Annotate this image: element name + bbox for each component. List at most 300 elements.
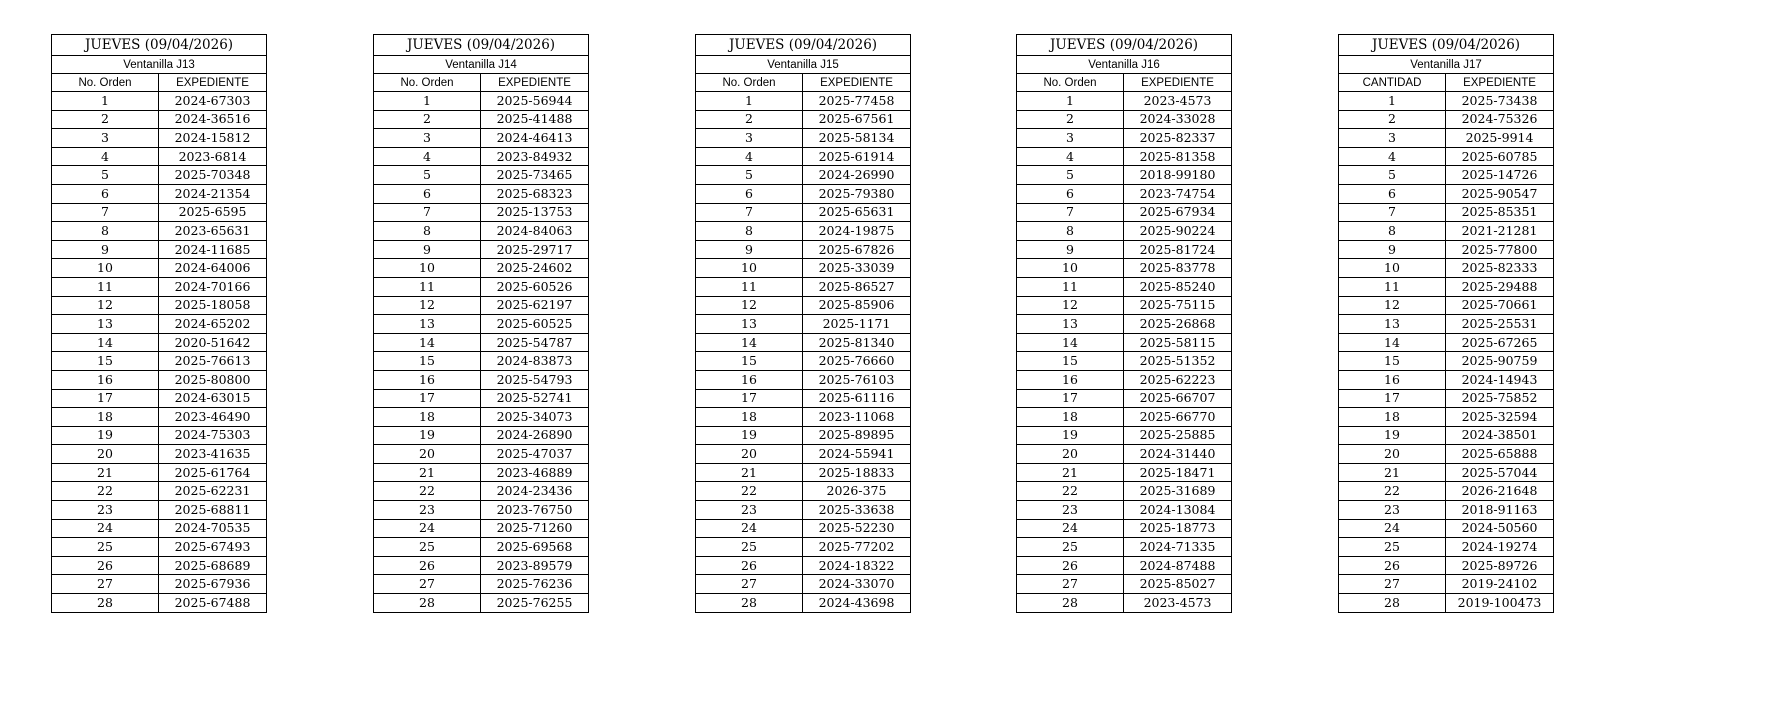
table-row xyxy=(52,463,267,482)
table-row xyxy=(1339,333,1554,352)
file-number-cell: 2024-67303 xyxy=(159,92,267,111)
file-number-cell: 2024-70166 xyxy=(159,277,267,296)
order-number-cell: 16 xyxy=(1339,370,1446,389)
file-number-cell: 2019-24102 xyxy=(1446,575,1554,594)
file-number-cell: 2025-67493 xyxy=(159,538,267,557)
table-row xyxy=(52,538,267,557)
file-number-cell: 2025-67934 xyxy=(1124,203,1232,222)
order-column-header: No. Orden xyxy=(696,74,803,92)
order-number-cell: 23 xyxy=(374,501,481,520)
table-title: JUEVES (09/04/2026) xyxy=(52,35,267,56)
table-row xyxy=(1339,501,1554,520)
table-row xyxy=(1017,147,1232,166)
table-row xyxy=(52,296,267,315)
order-number-cell: 24 xyxy=(1339,519,1446,538)
table-row xyxy=(1339,92,1554,111)
column-header-row xyxy=(1339,74,1554,92)
order-number-cell: 7 xyxy=(52,203,159,222)
order-number-cell: 11 xyxy=(374,277,481,296)
table-row xyxy=(374,110,589,129)
table-title: JUEVES (09/04/2026) xyxy=(1017,35,1232,56)
table-row xyxy=(1017,519,1232,538)
table-row xyxy=(1017,501,1232,520)
file-number-cell: 2025-79380 xyxy=(803,184,911,203)
table-row xyxy=(1339,575,1554,594)
order-number-cell: 26 xyxy=(1017,556,1124,575)
table-row xyxy=(374,184,589,203)
file-number-cell: 2025-54793 xyxy=(481,370,589,389)
table-row xyxy=(1339,203,1554,222)
file-number-cell: 2024-13084 xyxy=(1124,501,1232,520)
file-number-cell: 2024-50560 xyxy=(1446,519,1554,538)
file-number-cell: 2025-81358 xyxy=(1124,147,1232,166)
table-row xyxy=(52,222,267,241)
order-number-cell: 27 xyxy=(1017,575,1124,594)
window-table xyxy=(1016,34,1232,613)
table-row xyxy=(1017,333,1232,352)
order-number-cell: 17 xyxy=(1017,389,1124,408)
file-number-cell: 2025-18773 xyxy=(1124,519,1232,538)
file-number-cell: 2025-82333 xyxy=(1446,259,1554,278)
order-number-cell: 27 xyxy=(374,575,481,594)
order-number-cell: 13 xyxy=(52,315,159,334)
table-row xyxy=(374,240,589,259)
order-number-cell: 12 xyxy=(1017,296,1124,315)
table-row xyxy=(696,538,911,557)
order-number-cell: 8 xyxy=(52,222,159,241)
file-number-cell: 2025-25885 xyxy=(1124,426,1232,445)
order-column-header: No. Orden xyxy=(52,74,159,92)
order-column-header: No. Orden xyxy=(374,74,481,92)
table-row xyxy=(52,110,267,129)
order-number-cell: 4 xyxy=(1017,147,1124,166)
column-header-row xyxy=(1017,74,1232,92)
file-number-cell: 2025-75115 xyxy=(1124,296,1232,315)
table-row xyxy=(1017,110,1232,129)
order-number-cell: 19 xyxy=(696,426,803,445)
file-number-cell: 2025-31689 xyxy=(1124,482,1232,501)
file-number-cell: 2024-36516 xyxy=(159,110,267,129)
table-row xyxy=(696,184,911,203)
order-number-cell: 6 xyxy=(52,184,159,203)
table-row xyxy=(1339,408,1554,427)
order-number-cell: 14 xyxy=(374,333,481,352)
table-row xyxy=(52,166,267,185)
table-row xyxy=(374,370,589,389)
file-number-cell: 2025-86527 xyxy=(803,277,911,296)
table-row xyxy=(696,147,911,166)
file-number-cell: 2023-4573 xyxy=(1124,594,1232,613)
order-number-cell: 21 xyxy=(1339,463,1446,482)
order-number-cell: 23 xyxy=(1339,501,1446,520)
file-number-cell: 2023-4573 xyxy=(1124,92,1232,111)
order-number-cell: 20 xyxy=(696,445,803,464)
table-title: JUEVES (09/04/2026) xyxy=(696,35,911,56)
file-number-cell: 2025-62223 xyxy=(1124,370,1232,389)
order-number-cell: 18 xyxy=(1017,408,1124,427)
file-number-cell: 2024-33028 xyxy=(1124,110,1232,129)
table-row xyxy=(696,445,911,464)
order-number-cell: 27 xyxy=(52,575,159,594)
file-number-cell: 2025-73438 xyxy=(1446,92,1554,111)
table-row xyxy=(52,370,267,389)
file-number-cell: 2023-11068 xyxy=(803,408,911,427)
file-number-cell: 2024-19875 xyxy=(803,222,911,241)
order-number-cell: 13 xyxy=(696,315,803,334)
table-row xyxy=(374,166,589,185)
file-number-cell: 2024-63015 xyxy=(159,389,267,408)
file-number-cell: 2025-13753 xyxy=(481,203,589,222)
window-table xyxy=(51,34,267,613)
order-number-cell: 8 xyxy=(374,222,481,241)
order-number-cell: 20 xyxy=(374,445,481,464)
order-column-header: CANTIDAD xyxy=(1339,74,1446,92)
table-row xyxy=(1017,129,1232,148)
file-number-cell: 2025-26868 xyxy=(1124,315,1232,334)
file-number-cell: 2024-38501 xyxy=(1446,426,1554,445)
window-table xyxy=(695,34,911,613)
file-number-cell: 2021-21281 xyxy=(1446,222,1554,241)
table-row xyxy=(1017,166,1232,185)
column-header-row xyxy=(52,74,267,92)
column-header-row xyxy=(696,74,911,92)
file-number-cell: 2025-60525 xyxy=(481,315,589,334)
table-row xyxy=(1017,296,1232,315)
table-row xyxy=(696,296,911,315)
file-number-cell: 2023-6814 xyxy=(159,147,267,166)
order-number-cell: 18 xyxy=(1339,408,1446,427)
order-number-cell: 15 xyxy=(52,352,159,371)
order-number-cell: 6 xyxy=(1339,184,1446,203)
table-row xyxy=(696,315,911,334)
file-number-cell: 2023-89579 xyxy=(481,556,589,575)
table-row xyxy=(1017,184,1232,203)
order-number-cell: 16 xyxy=(52,370,159,389)
order-number-cell: 11 xyxy=(696,277,803,296)
order-number-cell: 12 xyxy=(52,296,159,315)
table-row xyxy=(52,277,267,296)
table-row xyxy=(52,445,267,464)
table-row xyxy=(52,315,267,334)
file-number-cell: 2025-90224 xyxy=(1124,222,1232,241)
table-row xyxy=(1017,315,1232,334)
file-number-cell: 2025-24602 xyxy=(481,259,589,278)
table-row xyxy=(374,296,589,315)
table-row xyxy=(374,129,589,148)
file-column-header: EXPEDIENTE xyxy=(481,74,589,92)
order-number-cell: 3 xyxy=(1017,129,1124,148)
order-number-cell: 7 xyxy=(696,203,803,222)
order-number-cell: 10 xyxy=(696,259,803,278)
table-row xyxy=(52,482,267,501)
file-column-header: EXPEDIENTE xyxy=(1446,74,1554,92)
order-number-cell: 23 xyxy=(1017,501,1124,520)
table-row xyxy=(52,333,267,352)
file-number-cell: 2025-85027 xyxy=(1124,575,1232,594)
table-row xyxy=(1339,426,1554,445)
window-label: Ventanilla J15 xyxy=(696,56,911,74)
table-row xyxy=(1339,594,1554,613)
order-number-cell: 20 xyxy=(1339,445,1446,464)
table-row xyxy=(52,184,267,203)
file-number-cell: 2023-65631 xyxy=(159,222,267,241)
table-row xyxy=(374,556,589,575)
table-row xyxy=(1339,445,1554,464)
file-number-cell: 2024-71335 xyxy=(1124,538,1232,557)
order-number-cell: 4 xyxy=(696,147,803,166)
order-number-cell: 16 xyxy=(696,370,803,389)
column-header-row xyxy=(374,74,589,92)
table-row xyxy=(1017,463,1232,482)
file-number-cell: 2025-65631 xyxy=(803,203,911,222)
file-number-cell: 2025-69568 xyxy=(481,538,589,557)
file-number-cell: 2024-64006 xyxy=(159,259,267,278)
order-number-cell: 25 xyxy=(1017,538,1124,557)
order-number-cell: 24 xyxy=(52,519,159,538)
order-number-cell: 14 xyxy=(52,333,159,352)
order-number-cell: 9 xyxy=(1017,240,1124,259)
order-number-cell: 15 xyxy=(1339,352,1446,371)
file-number-cell: 2023-84932 xyxy=(481,147,589,166)
table-row xyxy=(374,147,589,166)
file-number-cell: 2025-67936 xyxy=(159,575,267,594)
file-number-cell: 2025-33638 xyxy=(803,501,911,520)
order-number-cell: 15 xyxy=(696,352,803,371)
file-number-cell: 2025-68811 xyxy=(159,501,267,520)
file-number-cell: 2025-67265 xyxy=(1446,333,1554,352)
order-number-cell: 1 xyxy=(696,92,803,111)
order-number-cell: 6 xyxy=(374,184,481,203)
table-row xyxy=(696,352,911,371)
table-row xyxy=(1339,240,1554,259)
order-number-cell: 23 xyxy=(696,501,803,520)
file-number-cell: 2025-90547 xyxy=(1446,184,1554,203)
window-label: Ventanilla J14 xyxy=(374,56,589,74)
order-number-cell: 5 xyxy=(374,166,481,185)
table-row xyxy=(374,538,589,557)
order-number-cell: 6 xyxy=(1017,184,1124,203)
order-number-cell: 7 xyxy=(1017,203,1124,222)
file-number-cell: 2026-375 xyxy=(803,482,911,501)
file-number-cell: 2025-68323 xyxy=(481,184,589,203)
table-row xyxy=(696,222,911,241)
table-row xyxy=(374,594,589,613)
table-row xyxy=(52,594,267,613)
table-row xyxy=(1339,352,1554,371)
file-number-cell: 2025-85351 xyxy=(1446,203,1554,222)
file-number-cell: 2025-58115 xyxy=(1124,333,1232,352)
order-number-cell: 16 xyxy=(1017,370,1124,389)
file-number-cell: 2025-51352 xyxy=(1124,352,1232,371)
file-number-cell: 2024-26890 xyxy=(481,426,589,445)
file-number-cell: 2024-43698 xyxy=(803,594,911,613)
order-number-cell: 4 xyxy=(1339,147,1446,166)
file-number-cell: 2025-76236 xyxy=(481,575,589,594)
order-number-cell: 2 xyxy=(374,110,481,129)
order-number-cell: 2 xyxy=(1339,110,1446,129)
order-number-cell: 11 xyxy=(52,277,159,296)
table-row xyxy=(1339,222,1554,241)
table-row xyxy=(374,482,589,501)
file-number-cell: 2024-18322 xyxy=(803,556,911,575)
table-row xyxy=(374,92,589,111)
table-row xyxy=(374,277,589,296)
table-row xyxy=(696,333,911,352)
order-number-cell: 11 xyxy=(1017,277,1124,296)
order-number-cell: 5 xyxy=(696,166,803,185)
file-number-cell: 2025-70348 xyxy=(159,166,267,185)
file-number-cell: 2024-75303 xyxy=(159,426,267,445)
file-number-cell: 2024-33070 xyxy=(803,575,911,594)
file-number-cell: 2025-32594 xyxy=(1446,408,1554,427)
file-number-cell: 2025-62197 xyxy=(481,296,589,315)
table-row xyxy=(1017,240,1232,259)
order-number-cell: 28 xyxy=(1017,594,1124,613)
order-number-cell: 25 xyxy=(1339,538,1446,557)
order-number-cell: 25 xyxy=(52,538,159,557)
table-row xyxy=(52,389,267,408)
order-number-cell: 4 xyxy=(374,147,481,166)
file-number-cell: 2023-41635 xyxy=(159,445,267,464)
file-number-cell: 2024-65202 xyxy=(159,315,267,334)
file-number-cell: 2024-70535 xyxy=(159,519,267,538)
file-number-cell: 2025-58134 xyxy=(803,129,911,148)
order-number-cell: 5 xyxy=(1339,166,1446,185)
order-number-cell: 24 xyxy=(374,519,481,538)
file-number-cell: 2025-85906 xyxy=(803,296,911,315)
file-number-cell: 2025-89726 xyxy=(1446,556,1554,575)
table-row xyxy=(1339,315,1554,334)
file-number-cell: 2025-75852 xyxy=(1446,389,1554,408)
file-number-cell: 2024-75326 xyxy=(1446,110,1554,129)
table-row xyxy=(374,408,589,427)
file-number-cell: 2025-70661 xyxy=(1446,296,1554,315)
file-number-cell: 2025-14726 xyxy=(1446,166,1554,185)
file-column-header: EXPEDIENTE xyxy=(803,74,911,92)
table-row xyxy=(1339,370,1554,389)
order-number-cell: 26 xyxy=(696,556,803,575)
table-row xyxy=(696,389,911,408)
file-number-cell: 2025-56944 xyxy=(481,92,589,111)
table-row xyxy=(1339,538,1554,557)
table-row xyxy=(52,575,267,594)
order-number-cell: 12 xyxy=(374,296,481,315)
table-row xyxy=(696,408,911,427)
order-number-cell: 14 xyxy=(1339,333,1446,352)
table-row xyxy=(696,594,911,613)
order-number-cell: 19 xyxy=(1017,426,1124,445)
table-row xyxy=(1017,445,1232,464)
order-number-cell: 1 xyxy=(52,92,159,111)
order-number-cell: 10 xyxy=(1339,259,1446,278)
table-row xyxy=(374,203,589,222)
table-row xyxy=(1339,389,1554,408)
order-number-cell: 22 xyxy=(1339,482,1446,501)
order-number-cell: 3 xyxy=(696,129,803,148)
table-row xyxy=(1339,556,1554,575)
file-number-cell: 2025-29488 xyxy=(1446,277,1554,296)
file-number-cell: 2025-76613 xyxy=(159,352,267,371)
table-row xyxy=(374,259,589,278)
file-number-cell: 2024-55941 xyxy=(803,445,911,464)
table-row xyxy=(1017,370,1232,389)
table-row xyxy=(1339,147,1554,166)
table-row xyxy=(374,315,589,334)
file-number-cell: 2025-9914 xyxy=(1446,129,1554,148)
order-number-cell: 25 xyxy=(696,538,803,557)
table-row xyxy=(374,445,589,464)
order-number-cell: 18 xyxy=(374,408,481,427)
order-number-cell: 8 xyxy=(1339,222,1446,241)
file-number-cell: 2025-61914 xyxy=(803,147,911,166)
order-number-cell: 22 xyxy=(374,482,481,501)
table-row xyxy=(1017,222,1232,241)
file-number-cell: 2024-23436 xyxy=(481,482,589,501)
file-number-cell: 2018-91163 xyxy=(1446,501,1554,520)
table-row xyxy=(374,426,589,445)
table-row xyxy=(52,556,267,575)
order-number-cell: 2 xyxy=(1017,110,1124,129)
order-number-cell: 13 xyxy=(1339,315,1446,334)
table-title: JUEVES (09/04/2026) xyxy=(1339,35,1554,56)
table-row xyxy=(374,389,589,408)
table-row xyxy=(1017,92,1232,111)
file-number-cell: 2024-21354 xyxy=(159,184,267,203)
table-row xyxy=(1017,556,1232,575)
file-number-cell: 2024-19274 xyxy=(1446,538,1554,557)
order-number-cell: 19 xyxy=(52,426,159,445)
table-row xyxy=(52,408,267,427)
table-row xyxy=(1339,296,1554,315)
file-number-cell: 2025-81724 xyxy=(1124,240,1232,259)
order-number-cell: 18 xyxy=(52,408,159,427)
order-number-cell: 13 xyxy=(374,315,481,334)
table-row xyxy=(52,240,267,259)
table-row xyxy=(52,259,267,278)
table-row xyxy=(1339,166,1554,185)
file-number-cell: 2025-60785 xyxy=(1446,147,1554,166)
order-number-cell: 3 xyxy=(374,129,481,148)
file-number-cell: 2025-68689 xyxy=(159,556,267,575)
file-column-header: EXPEDIENTE xyxy=(159,74,267,92)
order-number-cell: 18 xyxy=(696,408,803,427)
file-number-cell: 2025-52741 xyxy=(481,389,589,408)
table-row xyxy=(696,370,911,389)
file-number-cell: 2023-46490 xyxy=(159,408,267,427)
file-number-cell: 2025-47037 xyxy=(481,445,589,464)
file-number-cell: 2025-73465 xyxy=(481,166,589,185)
table-row xyxy=(1339,110,1554,129)
table-row xyxy=(1339,463,1554,482)
table-row xyxy=(696,92,911,111)
file-number-cell: 2025-60526 xyxy=(481,277,589,296)
file-number-cell: 2025-71260 xyxy=(481,519,589,538)
table-row xyxy=(1017,426,1232,445)
file-number-cell: 2023-46889 xyxy=(481,463,589,482)
file-number-cell: 2025-67561 xyxy=(803,110,911,129)
order-number-cell: 6 xyxy=(696,184,803,203)
table-row xyxy=(374,333,589,352)
table-row xyxy=(52,92,267,111)
table-row xyxy=(52,203,267,222)
table-row xyxy=(1017,203,1232,222)
order-number-cell: 17 xyxy=(696,389,803,408)
table-row xyxy=(374,352,589,371)
table-row xyxy=(696,166,911,185)
table-row xyxy=(696,110,911,129)
order-number-cell: 21 xyxy=(52,463,159,482)
file-number-cell: 2025-34073 xyxy=(481,408,589,427)
